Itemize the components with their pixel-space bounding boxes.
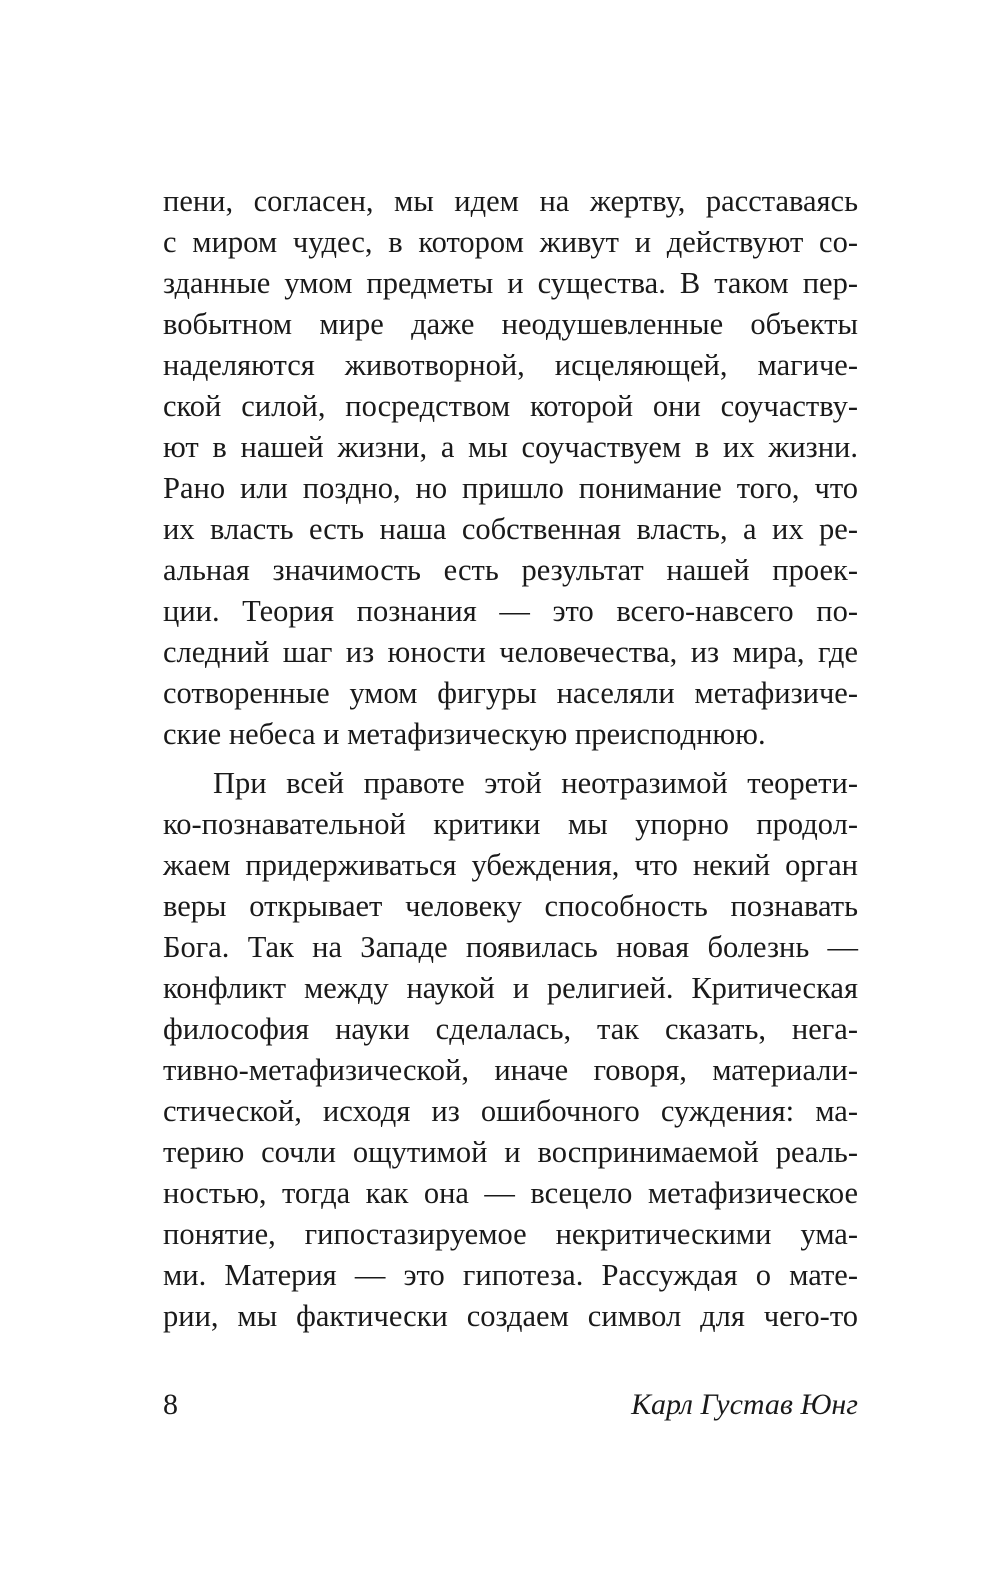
text-line: ют в нашей жизни, а мы соучаствуем в их жизни.	[163, 430, 858, 464]
text-line: их власть есть наша собственная власть, а их ре-	[163, 512, 858, 546]
paragraph-1	[163, 181, 858, 755]
running-head-author: Карл Густав Юнг	[631, 1388, 858, 1421]
text-line: философия науки сделалась, так сказать, нега-	[163, 1012, 858, 1046]
paragraph-2	[163, 763, 858, 1337]
text-line: наделяются животворной, исцеляющей, магиче-	[163, 348, 858, 382]
text-line: ми. Материя — это гипотеза. Рассуждая о мате-	[163, 1258, 858, 1292]
text-line: вобытном мире даже неодушевленные объекты	[163, 307, 858, 341]
text-line: следний шаг из юности человечества, из мира, где	[163, 635, 858, 669]
text-line: альная значимость есть результат нашей проек-	[163, 553, 858, 587]
text-line: ции. Теория познания — это всего-навсего по-	[163, 594, 858, 628]
text-line: с миром чудес, в котором живут и действуют со-	[163, 225, 858, 259]
text-line: тивно-метафизической, иначе говоря, материали-	[163, 1053, 858, 1087]
text-line: ко-познавательной критики мы упорно продол-	[163, 807, 858, 841]
text-line: зданные умом предметы и существа. В таком пер-	[163, 266, 858, 300]
text-line: Бога. Так на Западе появилась новая болезнь —	[163, 930, 858, 964]
text-line: Рано или поздно, но пришло понимание того, что	[163, 471, 858, 505]
text-line: При всей правоте этой неотразимой теорети-	[213, 766, 858, 800]
page-number: 8	[163, 1388, 178, 1421]
text-line: конфликт между наукой и религией. Критическая	[163, 971, 858, 1005]
body-text	[163, 181, 858, 1337]
text-line: понятие, гипостазируемое некритическими ума-	[163, 1217, 858, 1251]
text-line: веры открывает человеку способность познавать	[163, 889, 858, 923]
text-line: ностью, тогда как она — всецело метафизическое	[163, 1176, 858, 1210]
text-line: терию сочли ощутимой и воспринимаемой реаль-	[163, 1135, 858, 1169]
page-footer	[163, 1385, 858, 1425]
text-line: стической, исходя из ошибочного суждения: ма-	[163, 1094, 858, 1128]
text-line: рии, мы фактически создаем символ для чего-то	[163, 1299, 858, 1333]
text-line: жаем придерживаться убеждения, что некий орган	[163, 848, 858, 882]
paragraph-gap	[163, 755, 858, 763]
text-line: ские небеса и метафизическую преисподнюю.	[163, 717, 766, 751]
text-line: пени, согласен, мы идем на жертву, расставаясь	[163, 184, 858, 218]
text-line: ской силой, посредством которой они соучаству-	[163, 389, 858, 423]
text-line: сотворенные умом фигуры населяли метафизиче-	[163, 676, 858, 710]
